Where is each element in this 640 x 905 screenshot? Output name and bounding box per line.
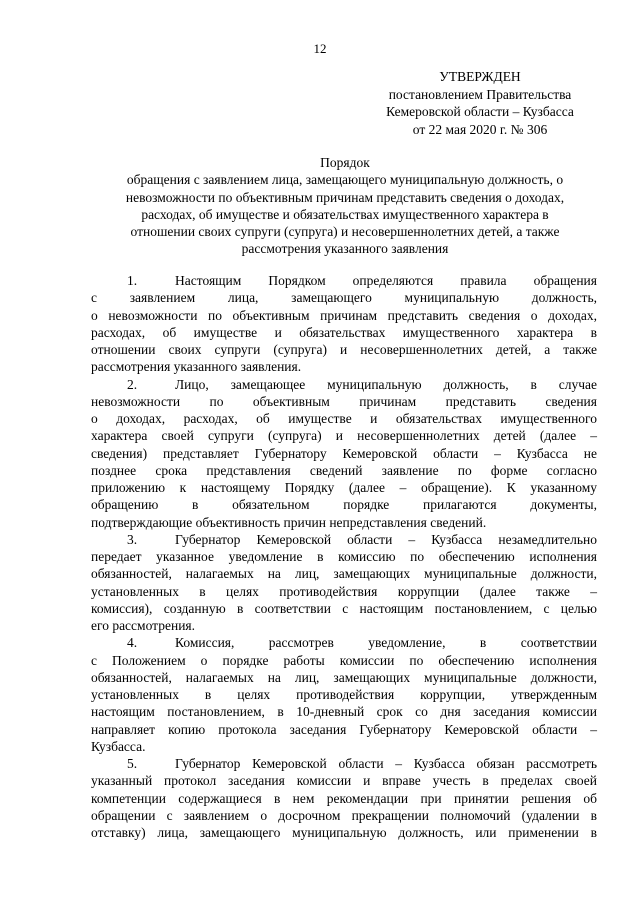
paragraph-text: Настоящим Порядком определяются правила обращения — [175, 273, 597, 288]
paragraph-line: с заявлением лица, замещающего муниципальную должность, — [91, 290, 597, 306]
paragraph-line: невозможности по объективным причинам представить сведения — [91, 393, 597, 409]
paragraph-line: расходах, об имуществе и обязательствах имущественного характера в — [91, 324, 597, 340]
paragraph-line: установленных в целях противодействия коррупции (далее также – — [91, 583, 597, 599]
paragraph-number: 3. — [127, 531, 138, 547]
paragraph-text: Губернатор Кемеровской области – Кузбасса незамедлительно — [175, 531, 597, 547]
paragraph-line — [91, 634, 597, 651]
paragraph-line: отношении своих супруги (супруга) и несовершеннолетних детей, а также — [91, 342, 597, 357]
paragraph-line: приложению к настоящему Порядку (далее – обращение). К указанному — [91, 480, 597, 495]
paragraph-line — [91, 272, 597, 289]
paragraph-number: 2. — [127, 376, 138, 392]
paragraph-line: обязанностей, налагаемых на лиц, замещающих муниципальные должности, — [91, 566, 597, 582]
document-body — [91, 272, 597, 841]
paragraph-line: установленных в целях противодействия коррупции, утвержденным — [91, 687, 597, 702]
paragraph-number: 5. — [127, 756, 138, 771]
paragraph-line: позднее срока представления сведений заявление по форме согласно — [91, 462, 597, 478]
paragraph-line: обращению в обязательном порядке прилагаются документы, — [91, 497, 597, 513]
paragraph-line — [91, 531, 597, 548]
approval-line: Кемеровской области – Кузбасса — [386, 104, 574, 119]
title-line: невозможности по объективным причинам представить сведения о доходах, — [125, 189, 565, 205]
approval-line: от 22 мая 2020 г. № 306 — [412, 121, 548, 137]
paragraph-1 — [91, 272, 597, 376]
paragraph-line: отставку) лица, замещающего муниципальную должность, или применении в — [91, 825, 597, 840]
page-number: 12 — [313, 41, 327, 56]
title-line: рассмотрения указанного заявления — [241, 241, 449, 257]
title-line: отношении своих супруги (супруга) и несовершеннолетних детей, а также — [130, 224, 560, 240]
paragraph-line: передает указанное уведомление в комиссию по обеспечению исполнения — [91, 549, 597, 564]
paragraph-line: о невозможности по объективным причинам представить сведения о доходах, — [91, 307, 597, 323]
title-line: обращения с заявлением лица, замещающего муниципальную должность, о — [126, 172, 564, 188]
paragraph-line: характера своей супруги (супруга) и несовершеннолетних детей (далее – — [91, 428, 597, 444]
paragraph-2 — [91, 376, 597, 531]
paragraph-line: указанный протокол заседания комиссии и вправе учесть в пределах своей — [91, 773, 597, 789]
paragraph-text: Комиссия, рассмотрев уведомление, в соответствии — [175, 635, 597, 651]
document-title — [80, 154, 610, 258]
paragraph-number: 1. — [127, 273, 138, 288]
paragraph-3 — [91, 531, 597, 635]
paragraph-line: направляет копию протокола заседания Губернатору Кемеровской области – — [91, 721, 597, 737]
paragraph-line: обращении с заявлением о досрочном прекращении полномочий (удалении в — [91, 807, 597, 823]
paragraph-5 — [91, 755, 597, 841]
paragraph-line: о доходах, расходах, об имуществе и обязательствах имущественного — [91, 411, 597, 426]
paragraph-4 — [91, 634, 597, 755]
title-line: расходах, об имуществе и обязательствах имущественного характера в — [141, 206, 549, 222]
paragraph-line: с Положением о порядке работы комиссии по обеспечению исполнения — [91, 652, 597, 668]
approval-heading: УТВЕРЖДЕН — [439, 69, 521, 84]
paragraph-line: Кузбасса. — [91, 738, 146, 754]
paragraph-line: сведения) представляет Губернатору Кемеровской области – Кузбасса не — [91, 445, 597, 461]
paragraph-text: Лицо, замещающее муниципальную должность, в случае — [175, 376, 597, 392]
title-heading: Порядок — [320, 155, 370, 170]
paragraph-line: рассмотрения указанного заявления. — [91, 359, 302, 375]
paragraph-line: компетенции содержащиеся в нем рекомендации при принятии решения об — [91, 790, 597, 806]
approval-line: постановлением Правительства — [388, 86, 572, 102]
paragraph-line: подтверждающие объективность причин непредставления сведений. — [91, 514, 487, 530]
paragraph-line: обязанностей, налагаемых на лиц, замещающих муниципальные должности, — [91, 669, 597, 685]
paragraph-number: 4. — [127, 635, 138, 651]
paragraph-line — [91, 755, 597, 772]
approval-stamp — [320, 68, 640, 138]
paragraph-line: его рассмотрения. — [91, 618, 195, 633]
paragraph-line: комиссия), созданную в соответствии с настоящим постановлением, с целью — [91, 600, 597, 616]
paragraph-line: настоящим постановлением, в 10-дневный срок со дня заседания комиссии — [91, 704, 597, 720]
paragraph-text: Губернатор Кемеровской области – Кузбасса обязан рассмотреть — [175, 756, 597, 771]
paragraph-line — [91, 376, 597, 393]
